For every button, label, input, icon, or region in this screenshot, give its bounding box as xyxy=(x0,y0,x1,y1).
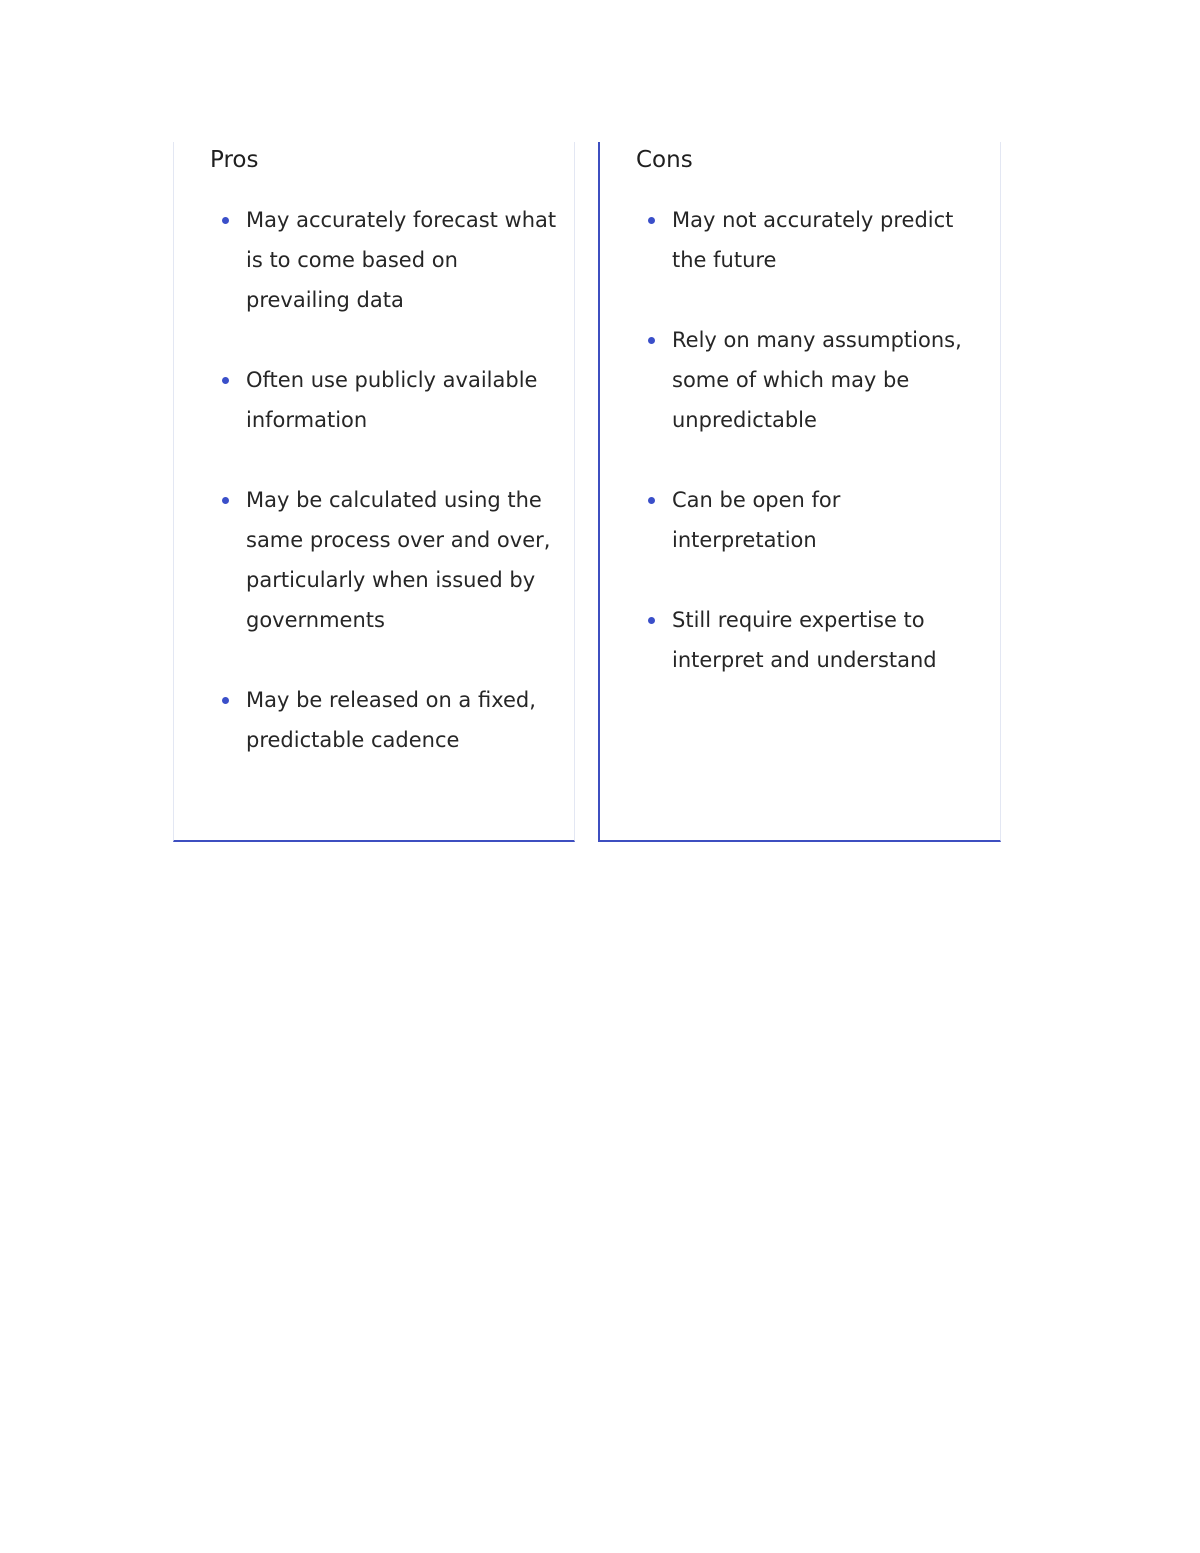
list-item xyxy=(645,480,990,560)
list-item xyxy=(219,200,564,320)
bullet-icon xyxy=(648,617,655,624)
pros-panel xyxy=(173,142,575,842)
list-item-text: Still require expertise to interpret and understand xyxy=(672,608,937,672)
bullet-icon xyxy=(648,497,655,504)
list-item-text: Rely on many assumptions, some of which may be unpredictable xyxy=(672,328,962,432)
list-item-text: Can be open for interpretation xyxy=(672,488,841,552)
list-item xyxy=(219,360,564,440)
bullet-icon xyxy=(222,697,229,704)
cons-list xyxy=(645,200,990,720)
bullet-icon xyxy=(648,217,655,224)
list-item-text: Often use publicly available information xyxy=(246,368,538,432)
list-item-text: May accurately forecast what is to come based on prevailing data xyxy=(246,208,557,312)
list-item-text: May not accurately predict the future xyxy=(672,208,954,272)
bullet-icon xyxy=(648,337,655,344)
cons-panel xyxy=(598,142,1001,842)
cons-title: Cons xyxy=(636,147,693,173)
list-item xyxy=(645,320,990,440)
bullet-icon xyxy=(222,217,229,224)
list-item xyxy=(645,200,990,280)
pros-list xyxy=(219,200,564,800)
list-item-text: May be released on a fixed, predictable cadence xyxy=(246,688,536,752)
bullet-icon xyxy=(222,497,229,504)
bullet-icon xyxy=(222,377,229,384)
list-item-text: May be calculated using the same process over and over, particularly when issued by governments xyxy=(246,488,551,632)
list-item xyxy=(645,600,990,680)
list-item xyxy=(219,680,564,760)
pros-title: Pros xyxy=(210,147,259,173)
list-item xyxy=(219,480,564,640)
